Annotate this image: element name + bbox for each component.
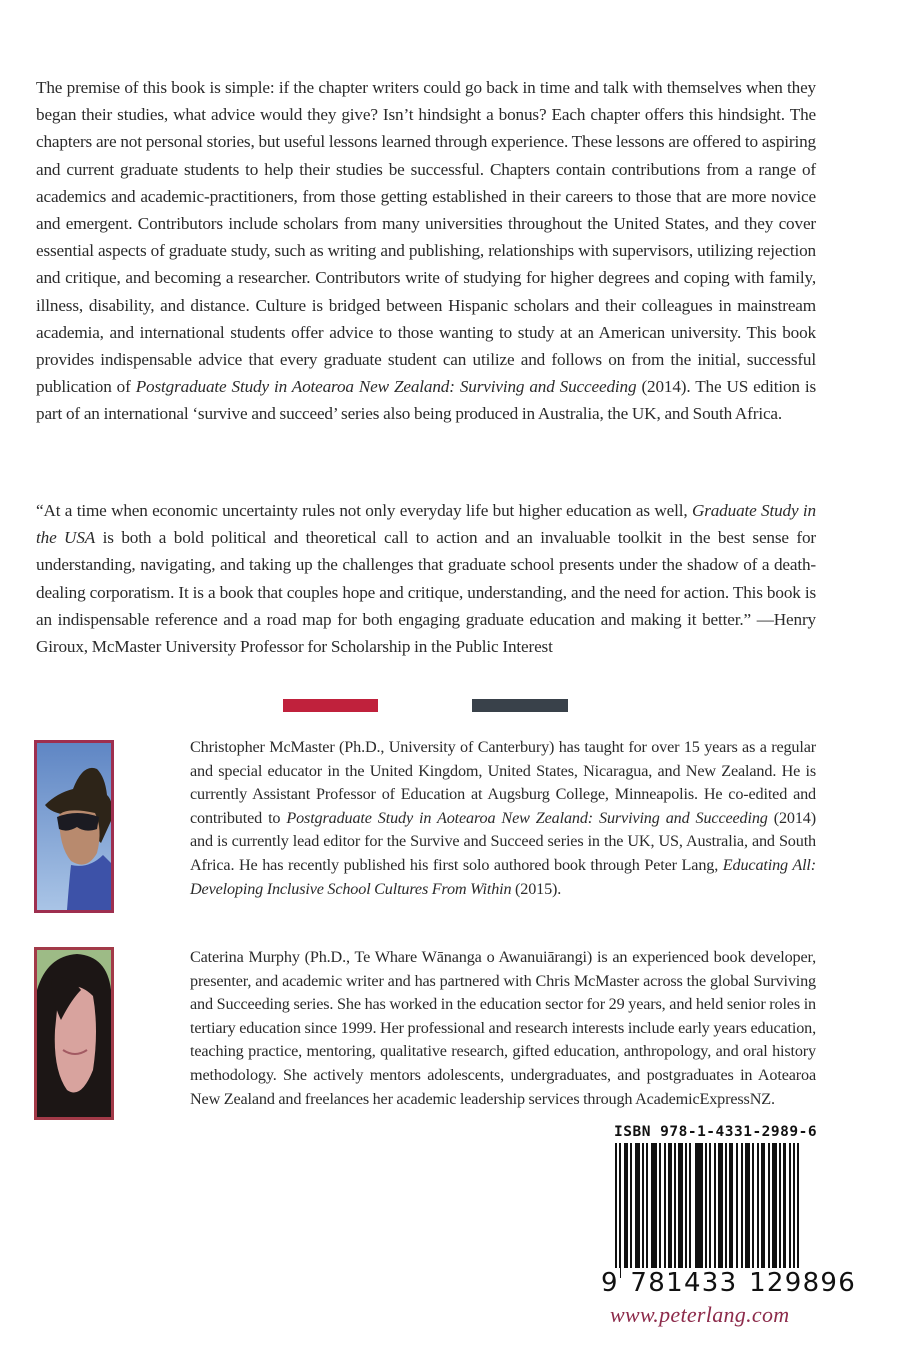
endorsement-paragraph: “At a time when economic uncertainty rules not only everyday life but higher education as well, Graduate Study in the USA is both a bold political and theoretical call to action and an invaluable toolkit in the best sense for understanding, navigating, and taking up the challenges that graduate school presents under the shadow of a death-dealing corporatism. It is a book that couples hope and critique, understanding, and the need for action. This book is an indispensable reference and a road map for both engaging graduate education and making it better.” —Henry Giroux, McMaster University Professor for Scholarship in the Public Interest	[36, 501, 816, 657]
barcode-icon	[611, 1143, 806, 1278]
divider-bar-dark	[472, 699, 568, 712]
author-bio-murphy: Caterina Murphy (Ph.D., Te Whare Wānanga o Awanuiārangi) is an experienced book developer, presenter, and academic writer and has partnered with Chris McMaster across the global Surviving and Succeeding series. She has worked in the education sector for 29 years, and held senior roles in tertiary education since 1999. Her professional and research interests include early years education, teaching practice, mentoring, qualitative research, gifted education, anthropology, and oral history methodology. She actively mentors adolescents, undergraduates, and postgraduates in Aotearoa New Zealand and freelances her academic leadership services through AcademicExpressNZ.	[190, 948, 816, 1108]
portrait-woman-icon	[37, 950, 111, 1117]
book-description	[36, 74, 816, 428]
publisher-website[interactable]: www.peterlang.com	[610, 1302, 790, 1327]
portrait-man-hat-icon	[37, 743, 111, 910]
isbn-barcode	[611, 1143, 806, 1278]
divider-bar-red	[283, 699, 378, 712]
isbn-label: ISBN 978-1-4331-2989-6	[614, 1124, 818, 1140]
isbn-digits: 9 781433 129896	[601, 1268, 857, 1298]
description-paragraph: The premise of this book is simple: if the chapter writers could go back in time and talk with themselves when they began their studies, what advice would they give? Isn’t hindsight a bonus? Each chapter offers this hindsight. The chapters are not personal stories, but useful lessons learned through experience. These lessons are offered to aspiring and current graduate students to help their studies be successful. Chapters contain contributions from a range of academics and academic-practitioners, from those getting established in their careers to those that are more novice and emergent. Contributors include scholars from many universities throughout the United States, and they cover essential aspects of graduate study, such as writing and publishing, relationships with supervisors, utilizing rejection and critique, and becoming a researcher. Contributors write of studying for higher degrees and coping with family, illness, disability, and distance. Culture is bridged between Hispanic scholars and their colleagues in mainstream academia, and international students offer advice to those wanting to study at an American university. This book provides indispensable advice that every graduate student can utilize and follows on from the initial, successful publication of Postgraduate Study in Aotearoa New Zealand: Surviving and Succeeding (2014). The US edition is part of an international ‘survive and succeed’ series also being produced in Australia, the UK, and South Africa.	[36, 78, 816, 424]
author-photo-murphy	[34, 947, 114, 1120]
author-photo-mcmaster	[34, 740, 114, 913]
author-bio-mcmaster: Christopher McMaster (Ph.D., University of Canterbury) has taught for over 15 years as a regular and special educator in the United Kingdom, United States, Nicaragua, and New Zealand. He is currently Assistant Professor of Education at Augsburg College, Minneapolis. He co-edited and contributed to Postgraduate Study in Aotearoa New Zealand: Surviving and Succeeding (2014) and is currently lead editor for the Survive and Succeed series in the UK, US, Australia, and South Africa. He has recently published his first solo authored book through Peter Lang, Educating All: Developing Inclusive School Cultures From Within (2015).	[190, 738, 816, 898]
book-title-italic: Postgraduate Study in Aotearoa New Zealand: Surviving and Succeeding	[135, 377, 637, 397]
endorsement-quote	[36, 497, 816, 660]
book-title-italic: Graduate Study in the USA	[36, 501, 816, 548]
